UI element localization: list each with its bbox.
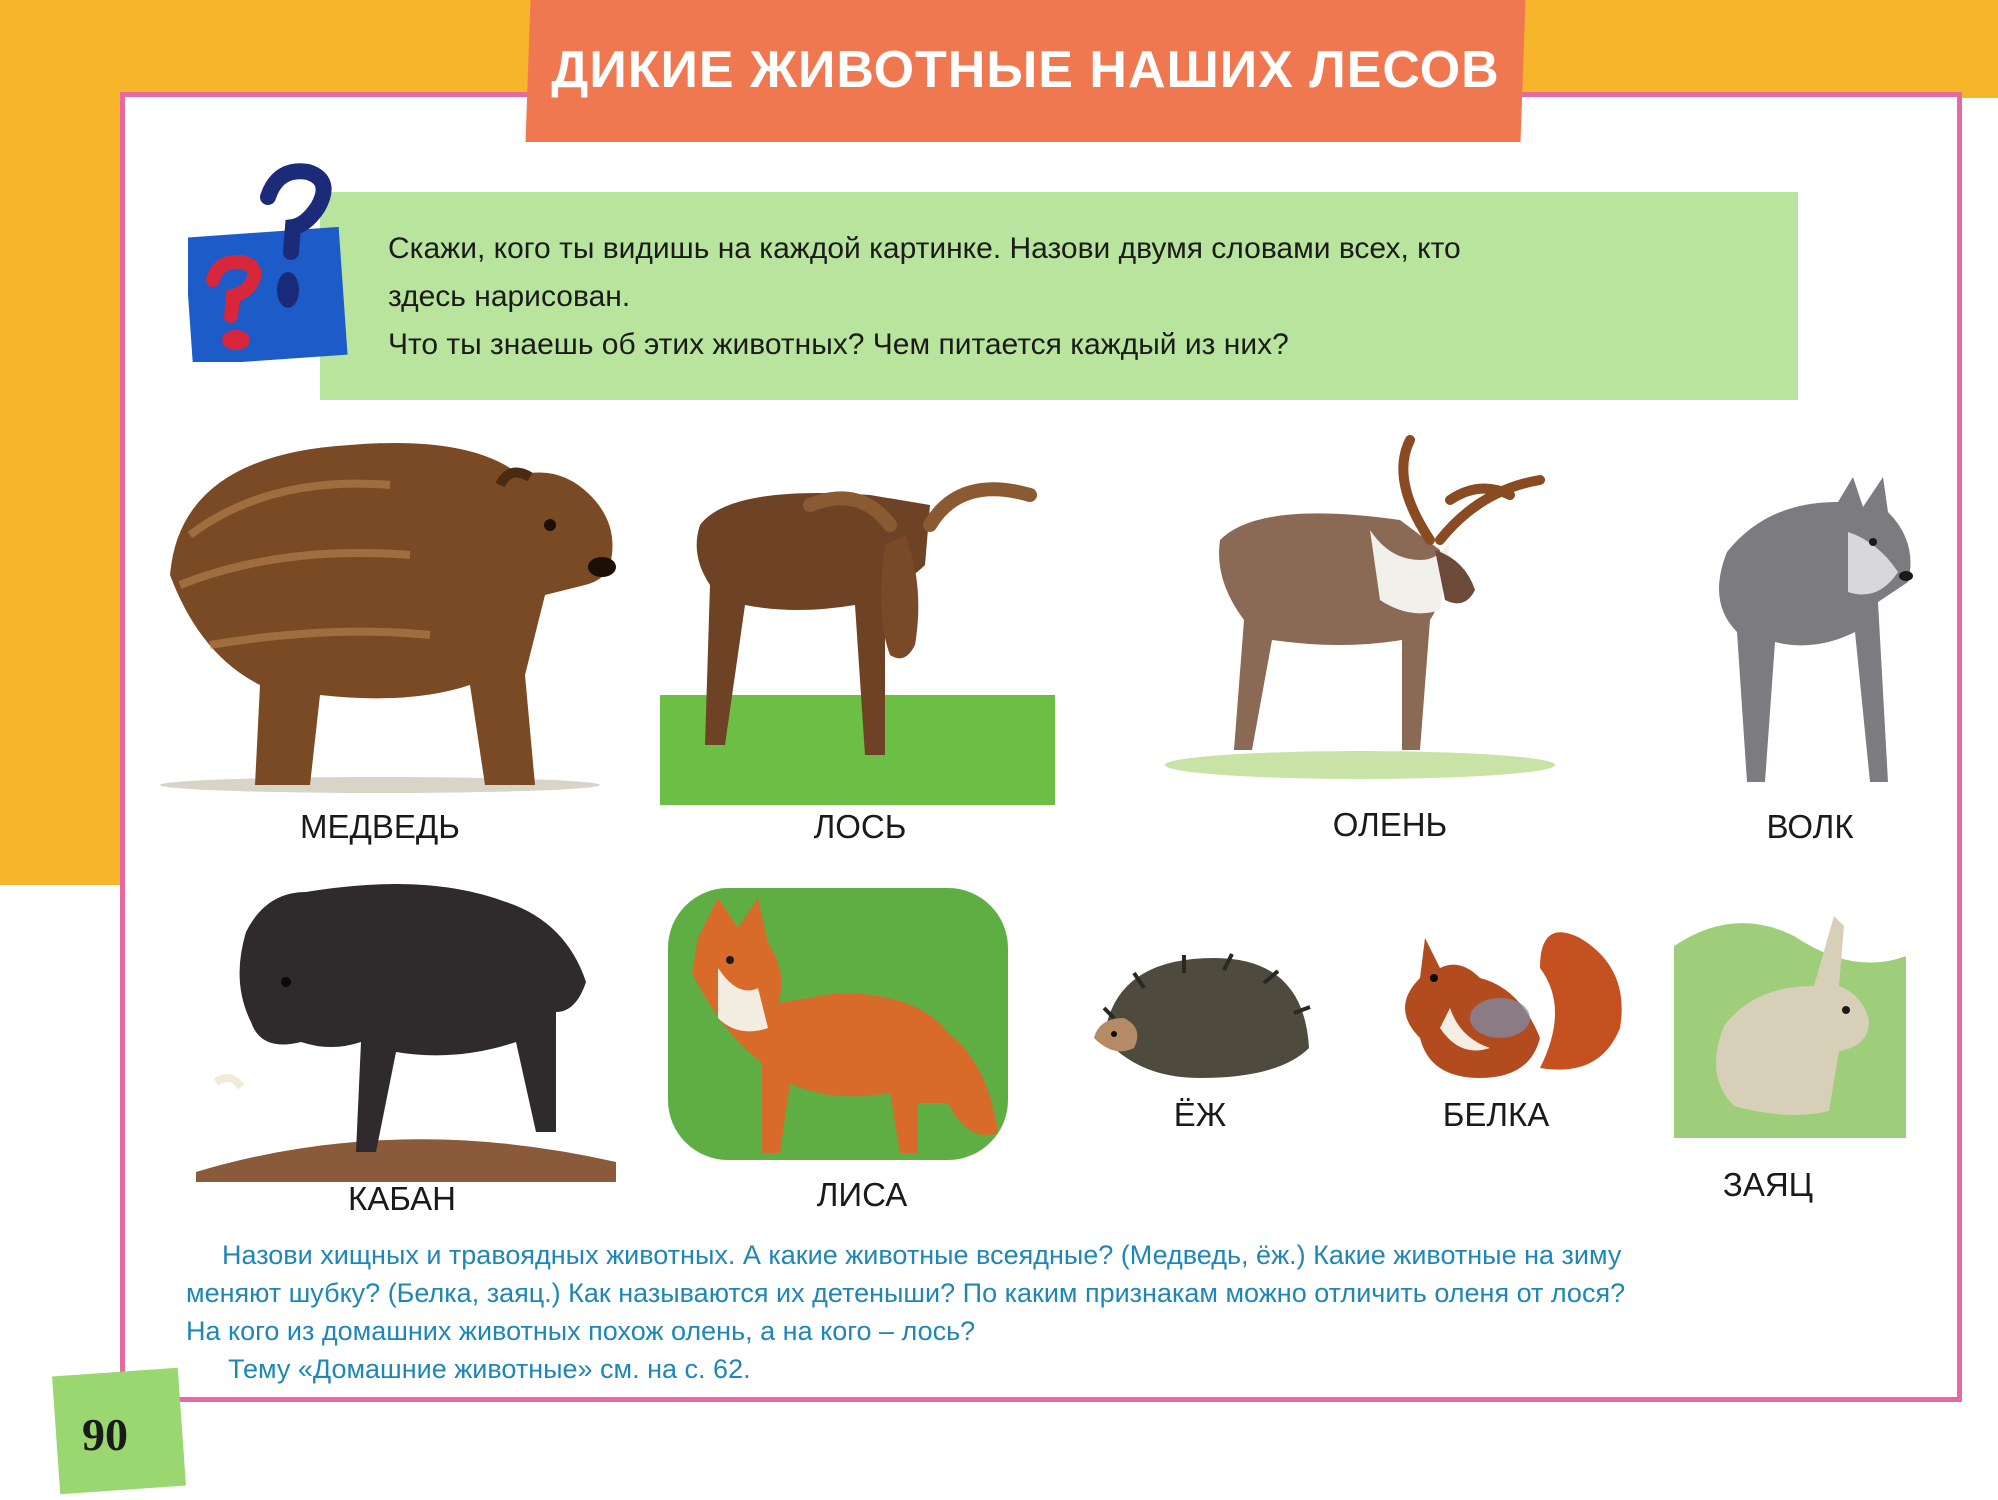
bottom-text-line-4: Тему «Домашние животные» см. на с. 62. bbox=[228, 1354, 751, 1384]
wolf-illustration bbox=[1668, 472, 1948, 812]
question-line-3: Что ты знаешь об этих животных? Чем питается каждый из них? bbox=[388, 328, 1289, 361]
bear-illustration bbox=[150, 415, 620, 795]
label-elk: ЛОСЬ bbox=[813, 808, 907, 845]
squirrel-illustration bbox=[1390, 918, 1630, 1090]
hedgehog-illustration bbox=[1084, 948, 1316, 1080]
question-line-2: здесь нарисован. bbox=[388, 280, 631, 313]
deer-illustration bbox=[1160, 430, 1560, 780]
bottom-text-line-2: меняют шубку? (Белка, заяц.) Как называются их детеныши? По каким признакам можно отличить оленя от лося? bbox=[186, 1278, 1626, 1308]
question-marks-icon bbox=[188, 162, 348, 362]
page-number: 90 bbox=[82, 1409, 128, 1460]
label-hedgehog: ЁЖ bbox=[1173, 1096, 1227, 1133]
hare-illustration bbox=[1674, 906, 1906, 1138]
bottom-text-line-1: Назови хищных и травоядных животных. А какие животные всеядные? (Медведь, ёж.) Какие животные на зиму bbox=[222, 1240, 1622, 1270]
boar-illustration bbox=[196, 862, 616, 1182]
bottom-text-line-3: На кого из домашних животных похож олень, а на кого – лось? bbox=[186, 1316, 976, 1346]
label-wolf: ВОЛК bbox=[1766, 808, 1854, 845]
label-fox: ЛИСА bbox=[816, 1176, 908, 1213]
question-line-1: Скажи, кого ты видишь на каждой картинке. Назови двумя словами всех, кто bbox=[388, 232, 1461, 265]
label-boar: КАБАН bbox=[347, 1180, 456, 1217]
label-squirrel: БЕЛКА bbox=[1442, 1096, 1550, 1133]
fox-illustration bbox=[668, 888, 1008, 1160]
page-title: ДИКИЕ ЖИВОТНЫЕ НАШИХ ЛЕСОВ bbox=[551, 41, 1500, 99]
label-bear: МЕДВЕДЬ bbox=[300, 808, 460, 845]
elk-illustration bbox=[660, 465, 1055, 805]
label-deer: ОЛЕНЬ bbox=[1332, 806, 1448, 843]
left-yellow-band bbox=[0, 0, 128, 885]
label-hare: ЗАЯЦ bbox=[1722, 1166, 1814, 1203]
